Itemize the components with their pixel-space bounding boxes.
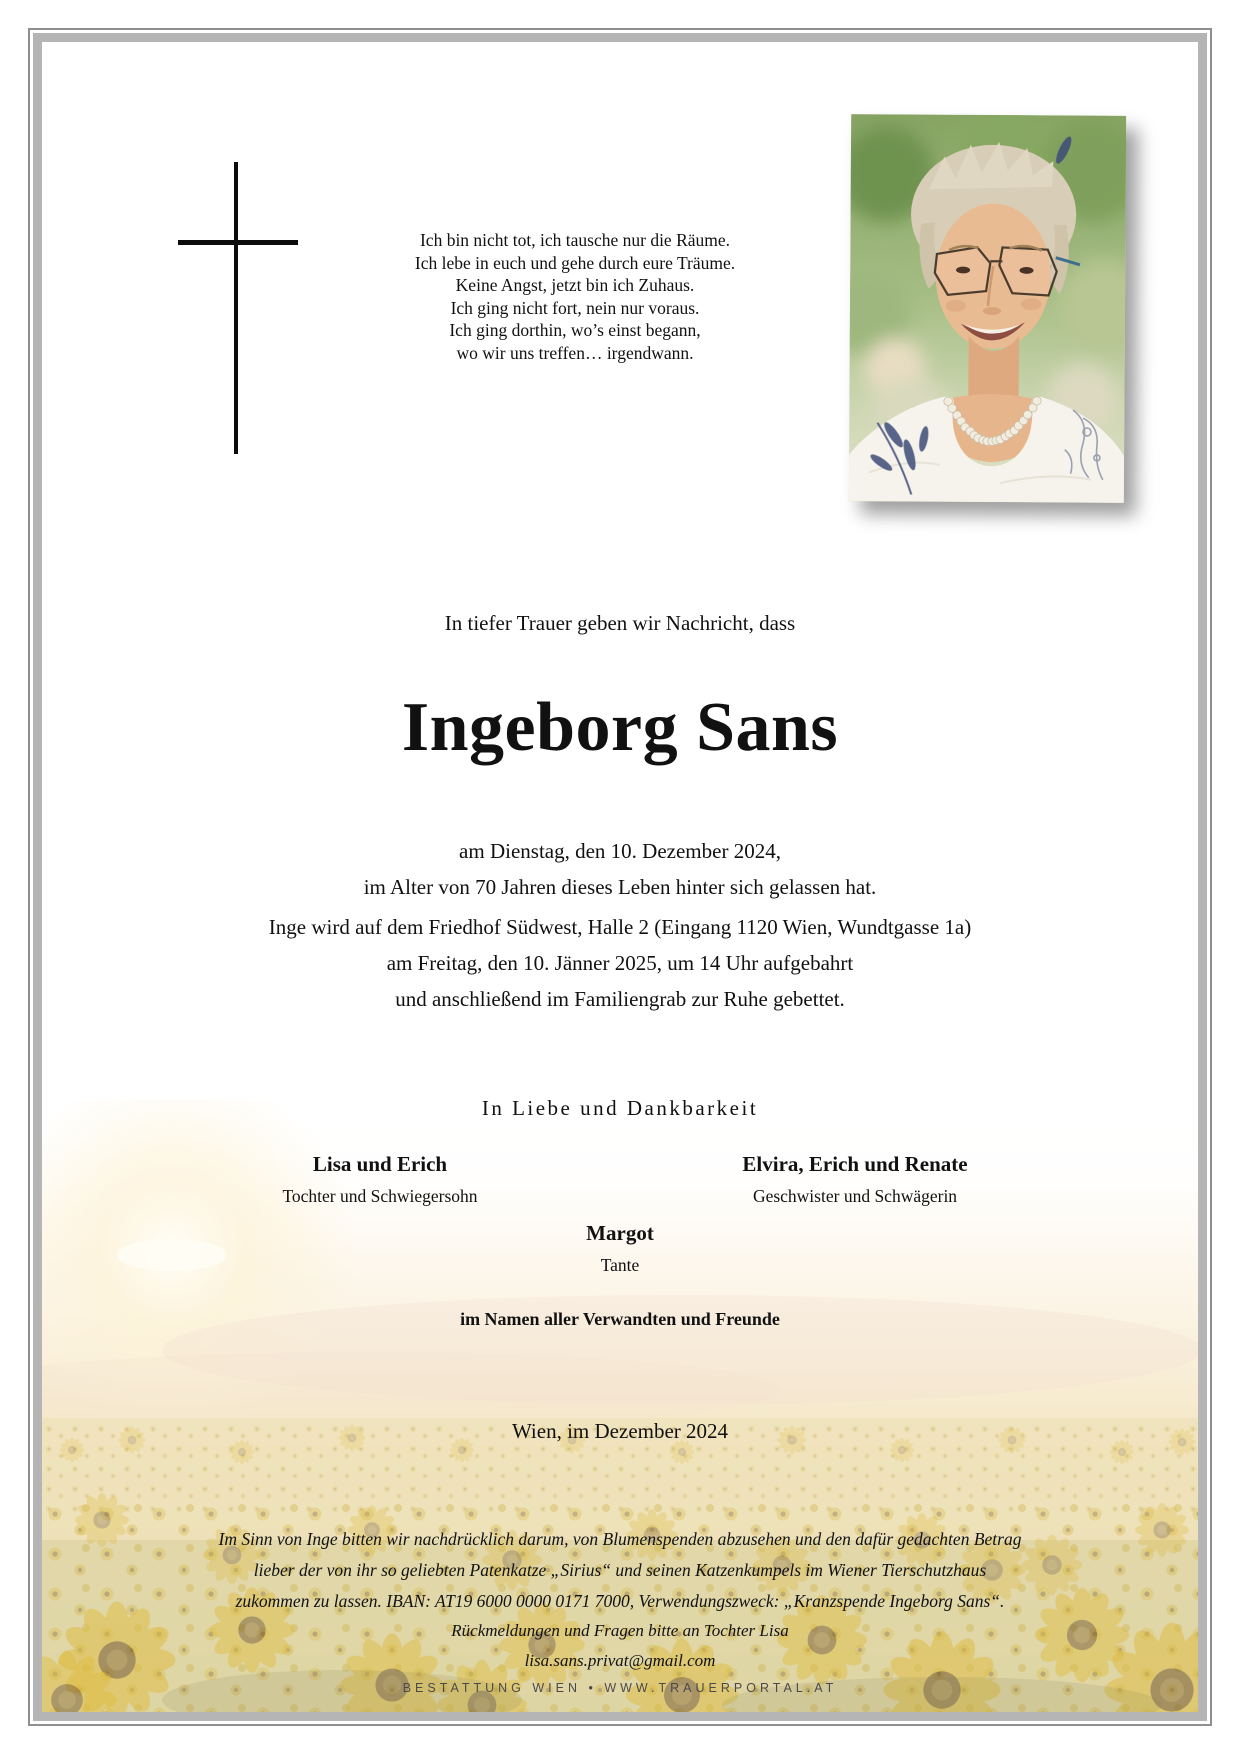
memorial-poem <box>295 229 855 364</box>
cross-horizontal-bar <box>178 240 298 245</box>
donation-note <box>100 1524 1140 1617</box>
poem-line: Ich bin nicht tot, ich tausche nur die Räume. <box>419 230 731 250</box>
poem-line: wo wir uns treffen… irgendwann. <box>456 342 694 363</box>
mourner-group-daughter <box>170 1152 590 1207</box>
mourner-group-aunt <box>42 1221 1198 1276</box>
donation-note-line: Im Sinn von Inge bitten wir nachdrücklich darum, von Blumenspenden abzusehen und den dafür gedachten Betrag <box>218 1529 1022 1549</box>
on-behalf-line: im Namen aller Verwandten und Freunde <box>460 1309 780 1329</box>
poem-line: Ich lebe in euch und gehe durch eure Träume. <box>414 252 736 273</box>
death-date-block <box>42 833 1198 905</box>
mourner-names: Lisa und Erich <box>312 1152 448 1176</box>
death-date-line: am Dienstag, den 10. Dezember 2024, <box>459 839 781 863</box>
memorial-cross-icon <box>170 158 310 458</box>
cross-vertical-bar <box>234 162 238 454</box>
funeral-info-block <box>42 909 1198 1017</box>
poem-line: Ich ging nicht fort, nein nur voraus. <box>450 297 700 318</box>
portrait-photo <box>849 114 1126 503</box>
funeral-line: und anschließend im Familiengrab zur Ruhe gebettet. <box>395 987 845 1011</box>
place-date-line: Wien, im Dezember 2024 <box>511 1419 729 1443</box>
age-line: im Alter von 70 Jahren dieses Leben hinter sich gelassen hat. <box>363 875 877 899</box>
funeral-line: Inge wird auf dem Friedhof Südwest, Halle 2 (Eingang 1120 Wien, Wundtgasse 1a) <box>268 915 972 939</box>
donation-note-line: lieber der von ihr so geliebten Patenkatze „Sirius“ und seinen Katzenkumpels im Wiener Tierschutzhaus <box>253 1560 987 1580</box>
mourner-names: Margot <box>586 1221 654 1245</box>
donation-note-line: zukommen zu lassen. IBAN: AT19 6000 0000 0171 7000, Verwendungszweck: „Kranzspende Ingeborg Sans“. <box>235 1591 1005 1611</box>
mourner-relation: Tochter und Schwiegersohn <box>282 1186 478 1206</box>
mourner-relation: Tante <box>600 1255 640 1275</box>
poem-line: Keine Angst, jetzt bin ich Zuhaus. <box>455 275 695 295</box>
contact-line: Rückmeldungen und Fragen bitte an Tochter Lisa <box>451 1621 789 1640</box>
deceased-name: Ingeborg Sans <box>401 689 839 766</box>
publisher-footer: BESTATTUNG WIEN • WWW.TRAUERPORTAL.AT <box>402 1681 838 1695</box>
mourner-group-siblings <box>645 1152 1065 1207</box>
announcement-intro: In tiefer Trauer geben wir Nachricht, dass <box>444 611 796 635</box>
mourner-relation: Geschwister und Schwägerin <box>752 1186 958 1206</box>
contact-email: lisa.sans.privat@gmail.com <box>524 1651 716 1670</box>
poem-line: Ich ging dorthin, wo’s einst begann, <box>449 320 701 340</box>
funeral-line: am Freitag, den 10. Jänner 2025, um 14 Uhr aufgebahrt <box>386 951 854 975</box>
portrait-illustration <box>849 114 1126 503</box>
mourner-names: Elvira, Erich und Renate <box>742 1152 968 1176</box>
farewell-heading: In Liebe und Dankbarkeit <box>481 1096 759 1120</box>
contact-block <box>100 1616 1140 1676</box>
